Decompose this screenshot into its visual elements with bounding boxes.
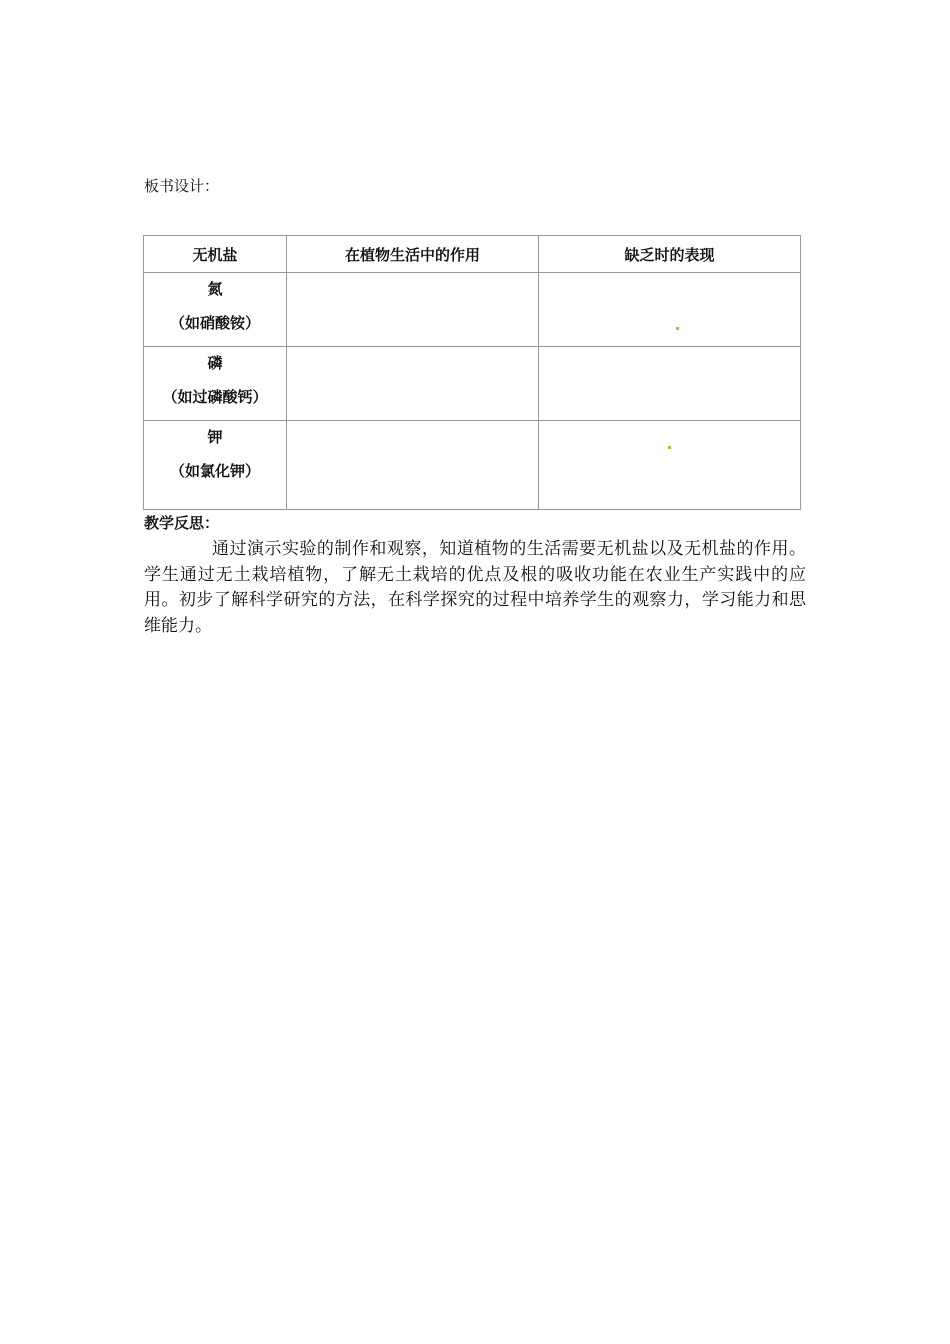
deficiency-cell [539, 421, 801, 510]
role-cell [287, 421, 539, 510]
salt-cell [144, 273, 287, 347]
salt-name: 氮 [207, 280, 223, 298]
salt-cell [144, 347, 287, 421]
salt-cell [144, 421, 287, 510]
table-header-row [144, 236, 801, 273]
salt-name: 磷 [207, 354, 223, 372]
reflection-text: 通过演示实验的制作和观察，知道植物的生活需要无机盐以及无机盐的作用。学生通过无土栽培植物，了解无土栽培的优点及根的吸收功能在农业生产实践中的应用。初步了解科学研究的方法，在科学探究的过程中培养学生的观察力，学习能力和思维能力。 [144, 539, 806, 636]
table-row [144, 347, 801, 421]
reflection-title: 教学反思： [144, 514, 220, 532]
salt-name: 钾 [207, 428, 223, 446]
salt-example: （如硝酸铵） [169, 314, 260, 332]
salt-example: （如过磷酸钙） [162, 388, 268, 406]
deficiency-cell [539, 273, 801, 347]
table-row [144, 421, 801, 510]
column-header-role: 在植物生活中的作用 [287, 236, 539, 273]
board-design-label: 板书设计： [144, 177, 220, 195]
role-cell [287, 347, 539, 421]
role-cell [287, 273, 539, 347]
column-header-deficiency: 缺乏时的表现 [539, 236, 801, 273]
stray-dot [676, 327, 679, 330]
salt-example: （如氯化钾） [169, 462, 260, 480]
table-row [144, 273, 801, 347]
stray-dot [668, 446, 671, 449]
mineral-salts-table [143, 235, 801, 510]
column-header-salt: 无机盐 [144, 236, 287, 273]
deficiency-cell [539, 347, 801, 421]
